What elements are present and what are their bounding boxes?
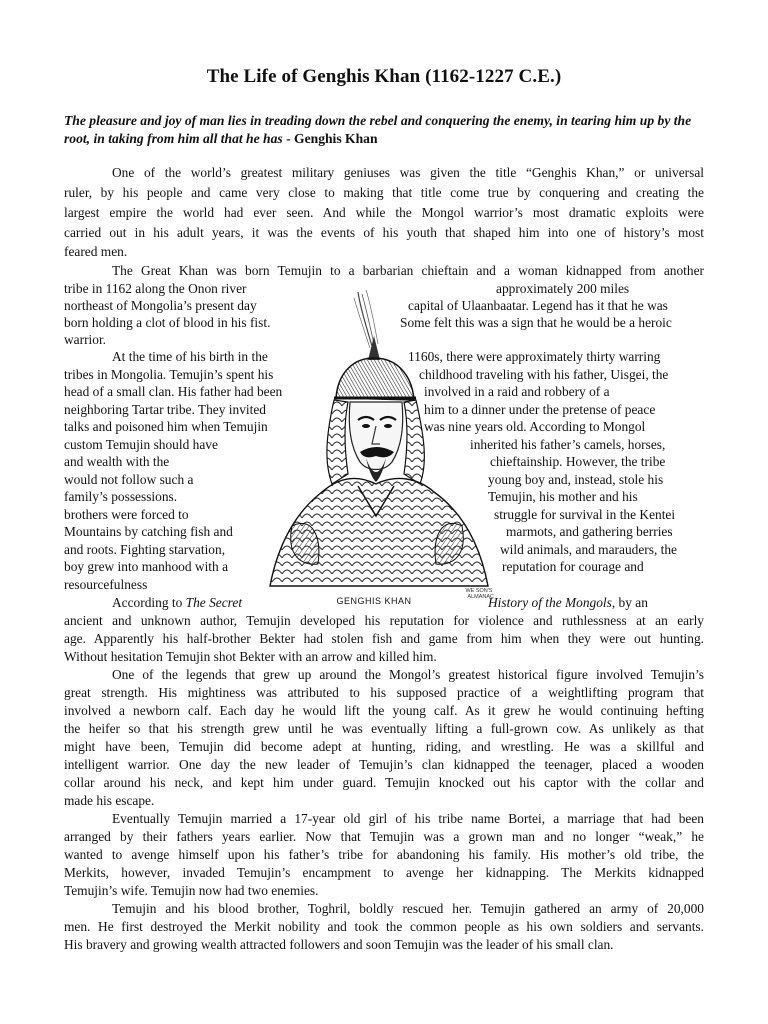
wrap-right: reputation for courage and (502, 559, 644, 574)
secret-left (112, 594, 242, 611)
p4-line-8: made his escape. (64, 793, 155, 808)
secret-right-text: , by an (611, 595, 648, 610)
wrap-left: tribes in Mongolia. Temujin’s spent his (64, 367, 274, 382)
p2-line-1: The Great Khan was born Temujin to a barbarian chieftain and a woman kidnapped from another (112, 263, 704, 278)
p5-line-1: Eventually Temujin married a 17-year old girl of his tribe name Bortei, a marriage that had been (112, 811, 704, 826)
p1-line-1: One of the world’s greatest military geniuses was given the title “Genghis Khan,” or universal (112, 165, 704, 180)
p3-line-3: Without hesitation Temujin shot Bekter with an arrow and killed him. (64, 649, 437, 664)
p4-line-2: great strength. His mightiness was attributed to his supposed practice of a weightlifting program that (64, 685, 704, 700)
wrap-left: talks and poisoned him when Temujin (64, 419, 268, 434)
p3-line-1: ancient and unknown author, Temujin developed his reputation for violence and ruthlessness at an early (64, 613, 704, 628)
p4-line-3: involved a newborn calf. Each day he would lift the young calf. As it grew he would continuing hefting (64, 703, 704, 718)
wrap-right: chieftainship. However, the tribe (490, 454, 666, 469)
wrap-left: boy grew into manhood with a (64, 559, 229, 574)
secret-book-title-part2: History of the Mongols (488, 595, 612, 610)
wrap-left: warrior. (64, 332, 107, 347)
p5-line-5: Temujin’s wife. Temujin now had two enemies. (64, 883, 319, 898)
wrap-right: approximately 200 miles (496, 281, 630, 296)
secret-book-title-part1: The Secret (185, 595, 243, 610)
secret-right (488, 594, 648, 611)
portrait-caption: GENGHIS KHAN (336, 596, 412, 606)
page-title: The Life of Genghis Khan (1162-1227 C.E.) (206, 66, 562, 87)
wrap-right: capital of Ulaanbaatar. Legend has it that he was (408, 298, 668, 313)
epigraph-attribution: - Genghis Khan (282, 131, 378, 146)
epigraph (64, 112, 704, 148)
wrap-right: wild animals, and marauders, the (500, 542, 678, 557)
p1-line-3: largest empire the world had ever seen. And while the Mongol warrior’s most dramatic exploits were (64, 205, 704, 220)
wrap-left: would not follow such a (64, 472, 194, 487)
genghis-khan-portrait (262, 286, 506, 612)
p5-line-2: arranged by their fathers years earlier. Now that Temujin was a grown man and no longer “weak,” he (64, 829, 704, 844)
wrap-left: tribe in 1162 along the Onon river (64, 281, 247, 296)
wrap-right: involved in a raid and robbery of a (424, 384, 610, 399)
p1-line-4: carried out in his adult years, it was the events of his youth that shaped him into one of history’s most (64, 225, 704, 240)
p6-line-1: Temujin and his blood brother, Toghril, boldly rescued her. Temujin gathered an army of 20,000 (112, 901, 704, 916)
wrap-right: inherited his father’s camels, horses, (470, 437, 666, 452)
p4-line-4: the heifer so that his strength grew until he was eventually lifting a full-grown cow. As unlikely as that (64, 721, 704, 736)
p4-line-5: might have been, Temujin did become adept at hunting, riding, and wrestling. He was a skillful and (64, 739, 704, 754)
wrap-left: custom Temujin should have (64, 437, 218, 452)
wrap-left: Mountains by catching fish and (64, 524, 233, 539)
p4-line-7: collar around his neck, and kept him under guard. Temujin knocked out his captor with the collar and (64, 775, 704, 790)
wrap-left: born holding a clot of blood in his fist. (64, 315, 271, 330)
p5-line-4: Merkits, however, invaded Temujin’s encampment to avenge her kidnapping. The Merkits kidnapped (64, 865, 704, 880)
portrait-credit: WE SON'S ALMANAC (465, 588, 494, 600)
secret-left-text: According to (112, 595, 186, 610)
wrap-left: and wealth with the (64, 454, 170, 469)
p6-line-2: men. He first destroyed the Merkit nobility and took the common people as his own soldiers and servants. (64, 919, 704, 934)
wrap-left: resourcefulness (64, 577, 148, 592)
wrap-left: family’s possessions. (64, 489, 178, 504)
wrap-right: 1160s, there were approximately thirty warring (408, 349, 661, 364)
p6-line-3: His bravery and growing wealth attracted followers and soon Temujin was the leader of his small clan. (64, 937, 614, 952)
wrap-left: northeast of Mongolia’s present day (64, 298, 257, 313)
p1-line-5: feared men. (64, 244, 128, 259)
p3-line-2: age. Apparently his half-brother Bekter had stolen fish and game from him when they were out hunting. (64, 631, 704, 646)
wrap-right: him to a dinner under the pretense of peace (424, 402, 656, 417)
wrap-right: marmots, and gathering berries (506, 524, 673, 539)
wrap-left: At the time of his birth in the (112, 349, 268, 364)
wrap-left: head of a small clan. His father had been (64, 384, 283, 399)
wrap-right: childhood traveling with his father, Uisgei, the (419, 367, 669, 382)
wrap-right: Some felt this was a sign that he would be a heroic (400, 315, 672, 330)
p5-line-3: wanted to avenge himself upon his father’s tribe for abandoning his family. His mother’s old tribe, the (64, 847, 704, 862)
p1-line-2: ruler, by his people and came very close to making that title come true by conquering and creating the (64, 185, 704, 200)
p4-line-1: One of the legends that grew up around the Mongol’s greatest historical figure involved Temujin’s (112, 667, 704, 682)
wrap-right: struggle for survival in the Kentei (494, 507, 676, 522)
epigraph-quote: The pleasure and joy of man lies in treading down the rebel and conquering the enemy, in tearing him up by the root, in taking from him all that he has (64, 113, 692, 146)
wrap-right: was nine years old. According to Mongol (424, 419, 646, 434)
wrap-left: brothers were forced to (64, 507, 189, 522)
wrap-left: neighboring Tartar tribe. They invited (64, 402, 266, 417)
wrap-left: and roots. Fighting starvation, (64, 542, 226, 557)
wrap-right: Temujin, his mother and his (488, 489, 638, 504)
wrap-right: young boy and, instead, stole his (488, 472, 664, 487)
p4-line-6: intelligent warrior. One day the new leader of Temujin’s clan kidnapped the teenager, placed a wooden (64, 757, 704, 772)
